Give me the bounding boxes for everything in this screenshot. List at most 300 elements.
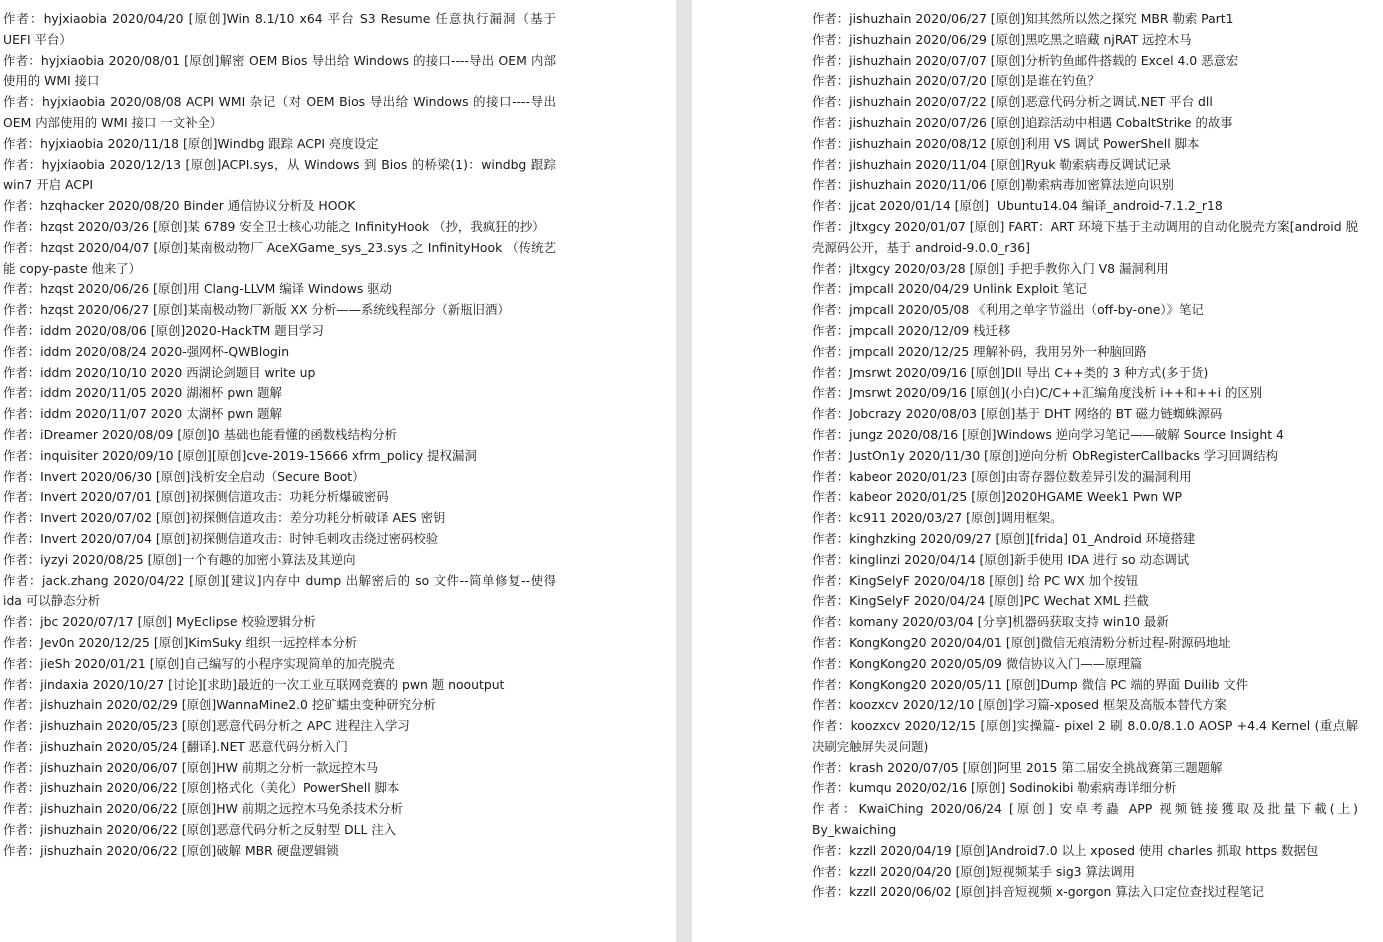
- author-name: KongKong20: [849, 655, 927, 671]
- author-prefix: 作者：: [3, 551, 41, 567]
- list-item: [3, 342, 556, 363]
- list-item: [812, 383, 1358, 404]
- entry-title: [原创]HW 前期之分析一款远控木马: [181, 759, 379, 775]
- author-prefix: 作者：: [3, 572, 42, 588]
- entry-title: [原创]黑吃黑之暗藏 njRAT 远控木马: [990, 31, 1192, 47]
- author-name: KwaiChing: [858, 801, 924, 817]
- entry-title: [原创]某 6789 安全卫士核心功能之 InfinityHook （抄，我疯狂的抄）: [153, 218, 545, 234]
- entry-title: [原创]自己编写的小程序实现简单的加壳脱壳: [149, 655, 395, 671]
- author-name: jishuzhain: [40, 822, 103, 838]
- list-item: [812, 841, 1358, 862]
- author-prefix: 作者：: [3, 281, 41, 297]
- author-prefix: 作者：: [3, 614, 41, 630]
- author-name: Jobcrazy: [849, 406, 902, 422]
- author-name: jishuzhain: [849, 135, 912, 151]
- entry-date: 2020/11/06: [915, 177, 987, 193]
- author-prefix: 作者：: [3, 135, 41, 151]
- entry-title: [原创]是谁在钓鱼？: [990, 73, 1100, 89]
- entry-title: 2020-强网杯-QWBlogin: [150, 343, 290, 359]
- author-name: jmpcall: [849, 322, 894, 338]
- author-name: jishuzhain: [40, 697, 103, 713]
- author-prefix: 作者：: [3, 94, 43, 110]
- list-item: [3, 778, 556, 799]
- author-prefix: 作者：: [3, 718, 41, 734]
- author-prefix: 作者：: [812, 489, 850, 505]
- entry-title: [原创]PC Wechat XML 拦截: [989, 593, 1149, 609]
- list-item: [3, 196, 556, 217]
- list-item: [3, 446, 556, 467]
- entry-date: 2020/07/04: [80, 530, 152, 546]
- author-prefix: 作者：: [812, 281, 850, 297]
- list-item: [3, 633, 556, 654]
- entry-title: [原创]初探侧信道攻击：功耗分析爆破密码: [155, 489, 389, 505]
- author-name: jishuzhain: [849, 52, 912, 68]
- author-name: Invert: [40, 530, 77, 546]
- list-item: [3, 508, 556, 529]
- entry-date: 2020/04/24: [913, 593, 986, 609]
- entry-date: 2020/01/14: [879, 198, 951, 214]
- entry-date: 2020/01/23: [895, 468, 968, 484]
- list-item: [3, 550, 556, 571]
- list-item: [3, 612, 556, 633]
- author-prefix: 作者：: [812, 510, 850, 526]
- entry-date: 2020/09/16: [895, 385, 967, 401]
- author-name: kinghzking: [849, 530, 917, 546]
- author-prefix: 作者：: [812, 406, 850, 422]
- author-name: Jmsrwt: [849, 364, 892, 380]
- author-name: jishuzhain: [40, 780, 103, 796]
- entry-date: 2020/12/13: [109, 156, 181, 172]
- entry-title: [原创]Android7.0 以上 xposed 使用 charles 抓取 https 数据包: [955, 842, 1319, 858]
- list-item: [812, 758, 1358, 779]
- author-prefix: 作者：: [812, 11, 850, 26]
- entry-title: 栈迁移: [973, 322, 1011, 338]
- author-name: hzqst: [40, 281, 74, 297]
- author-prefix: 作者：: [812, 447, 850, 463]
- author-prefix: 作者：: [3, 447, 41, 463]
- entry-title: [原创] MyEclipse 校验逻辑分析: [137, 614, 316, 630]
- author-prefix: 作者：: [3, 822, 41, 838]
- author-prefix: 作者：: [812, 302, 850, 318]
- entry-date: 2020/11/04: [915, 156, 987, 172]
- author-name: inquisiter: [40, 447, 99, 463]
- author-name: kc911: [849, 510, 887, 526]
- entry-date: 2020/04/29: [897, 281, 970, 297]
- author-prefix: 作者：: [3, 198, 41, 214]
- entry-title: [原创]短视频某手 sig3 算法调用: [955, 863, 1136, 879]
- entry-title: [原创]分析钓鱼邮件搭载的 Excel 4.0 恶意宏: [990, 52, 1239, 68]
- entry-date: 2020/08/06: [75, 322, 147, 338]
- entry-title: [原创] Ubuntu14.04 编译_android-7.1.2_r18: [954, 198, 1223, 214]
- entry-title: [原创]恶意代码分析之调试.NET 平台 dll: [990, 94, 1213, 110]
- author-name: jieSh: [40, 655, 71, 671]
- author-name: jishuzhain: [849, 11, 912, 26]
- entry-title: [原创]利用 VS 调试 PowerShell 脚本: [990, 135, 1200, 151]
- entry-date: 2020/12/09: [897, 322, 970, 338]
- document-page-right: [692, 0, 1383, 942]
- author-prefix: 作者：: [3, 343, 41, 359]
- entry-date: 2020/01/21: [74, 655, 146, 671]
- entry-date: 2020/04/14: [904, 551, 976, 567]
- entry-date: 2020/03/27: [890, 510, 963, 526]
- entry-title: 理解补码，我用另外一种脑回路: [973, 343, 1147, 359]
- list-item: [3, 383, 556, 404]
- author-prefix: 作者：: [3, 634, 41, 650]
- author-prefix: 作者：: [3, 801, 41, 817]
- entry-date: 2020/07/01: [80, 489, 152, 505]
- author-name: iddm: [40, 322, 72, 338]
- list-item: [3, 279, 556, 300]
- entry-date: 2020/08/25: [72, 551, 144, 567]
- entry-date: 2020/06/22: [106, 822, 178, 838]
- entry-title: [原创] 手把手教你入门 V8 漏洞利用: [969, 260, 1169, 276]
- list-item: [812, 342, 1358, 363]
- entry-title: [原创]用 Clang-LLVM 编译 Windows 驱动: [153, 281, 393, 297]
- list-item: [3, 363, 556, 384]
- list-item: [3, 737, 556, 758]
- author-name: hzqhacker: [40, 198, 105, 214]
- list-item: [3, 675, 556, 696]
- list-item: [3, 758, 556, 779]
- list-item: [3, 238, 556, 280]
- list-item: [812, 654, 1358, 675]
- entry-title: [原创]调用框架。: [966, 510, 1063, 526]
- entry-title: 微信协议入门——原理篇: [1005, 655, 1143, 671]
- list-item: [3, 404, 556, 425]
- author-name: iddm: [40, 364, 72, 380]
- entry-title: [原创]浅析安全启动（Secure Boot）: [155, 468, 365, 484]
- entry-title: [原创] 安卓考蟲 APP 视频链接獲取及批量下載(上) By_kwaiching: [812, 801, 1362, 838]
- list-item: [812, 363, 1358, 384]
- entry-title: Unlink Exploit 笔记: [973, 281, 1088, 297]
- entry-title: [原创][原创]cve-2019-15666 xfrm_policy 提权漏洞: [177, 447, 477, 463]
- entry-date: 2020/11/18: [107, 135, 180, 151]
- author-prefix: 作者：: [812, 260, 850, 276]
- list-item: [812, 612, 1358, 633]
- author-prefix: 作者：: [812, 551, 850, 567]
- author-prefix: 作者：: [812, 385, 850, 401]
- entry-date: 2020/11/07: [75, 406, 147, 422]
- list-item: [3, 654, 556, 675]
- author-name: jishuzhain: [40, 801, 103, 817]
- entry-title: [原创]新手使用 IDA 进行 so 动态调试: [979, 551, 1190, 567]
- entry-date: 2020/07/02: [80, 510, 152, 526]
- list-item: [812, 9, 1358, 30]
- list-item: [3, 841, 556, 862]
- entry-title: [原创]某南极动物厂 AceXGame_sys_23.sys 之 InfinityHook （传统艺能 copy-paste 他来了）: [3, 239, 556, 276]
- author-name: jishuzhain: [849, 177, 912, 193]
- entry-title: [原创]实操篇- pixel 2 刷 8.0.0/8.1.0 AOSP +4.4 Kernel (重点解决刷完触屏失灵问题): [812, 718, 1358, 754]
- list-item: [812, 404, 1358, 425]
- list-item: [3, 92, 560, 134]
- author-name: koozxcv: [850, 718, 901, 734]
- author-prefix: 作者：: [3, 530, 41, 546]
- author-prefix: 作者：: [812, 842, 850, 858]
- entry-title: [原创]Windbg 跟踪 ACPI 亮度设定: [182, 135, 379, 151]
- entry-title: [原创]逆向分析 ObRegisterCallbacks 学习回调结构: [984, 447, 1279, 463]
- list-item: [3, 217, 556, 238]
- author-name: iddm: [40, 406, 72, 422]
- author-name: kabeor: [849, 468, 892, 484]
- list-item: [812, 92, 1358, 113]
- list-item: [3, 321, 556, 342]
- list-item: [812, 446, 1358, 467]
- author-name: Invert: [40, 489, 77, 505]
- entry-date: 2020/12/25: [78, 634, 150, 650]
- author-prefix: 作者：: [812, 52, 850, 68]
- entry-title: [原创]ACPI.sys，从 Windows 到 Bios 的桥梁(1)：windbg 跟踪 win7 开启 ACPI: [3, 156, 560, 193]
- author-prefix: 作者：: [3, 406, 41, 422]
- entry-date: 2020/03/04: [902, 614, 974, 630]
- entry-date: 2020/09/27: [920, 530, 992, 546]
- entry-date: 2020/06/02: [880, 884, 952, 900]
- entry-date: 2020/08/09: [101, 426, 174, 442]
- entry-date: 2020/04/01: [930, 634, 1002, 650]
- entry-date: 2020/05/23: [106, 718, 178, 734]
- author-prefix: 作者：: [3, 489, 41, 505]
- list-item: [812, 300, 1358, 321]
- entry-title: [原创]Ryuk 勒索病毒反调试记录: [990, 156, 1171, 172]
- entry-title: [原创]学习篇-xposed 框架及高版本替代方案: [978, 697, 1227, 713]
- author-prefix: 作者：: [812, 156, 850, 172]
- entry-title: [原创]恶意代码分析之反射型 DLL 注入: [181, 822, 397, 838]
- list-item: [812, 571, 1358, 592]
- author-name: hzqst: [40, 302, 74, 318]
- entry-date: 2020/06/22: [106, 801, 178, 817]
- list-item: [3, 820, 556, 841]
- author-name: jmpcall: [849, 343, 894, 359]
- entry-title: [原创]格式化（美化）PowerShell 脚本: [181, 780, 400, 796]
- author-name: jishuzhain: [849, 114, 912, 130]
- entry-title: [翻译].NET 恶意代码分析入门: [181, 738, 348, 754]
- author-prefix: 作者：: [812, 718, 851, 734]
- list-item: [3, 571, 560, 613]
- author-prefix: 作者：: [812, 697, 850, 713]
- author-prefix: 作者：: [812, 343, 850, 359]
- entry-date: 2020/08/08: [110, 94, 182, 110]
- author-prefix: 作者：: [812, 73, 850, 89]
- entry-title: [原创]由寄存器位数差异引发的漏洞利用: [971, 468, 1192, 484]
- author-name: Invert: [40, 468, 77, 484]
- author-prefix: 作者：: [812, 634, 850, 650]
- entry-title: 2020 太湖杯 pwn 题解: [150, 406, 282, 422]
- entry-date: 2020/06/27: [915, 11, 987, 26]
- page-gutter: [676, 0, 692, 942]
- list-item: [812, 467, 1358, 488]
- list-item: [3, 467, 556, 488]
- author-prefix: 作者：: [812, 759, 850, 775]
- entry-title: [原创][建议]内存中 dump 出解密后的 so 文件--简单修复--使得 ida 可以静态分析: [3, 572, 560, 609]
- entry-date: 2020/02/16: [895, 780, 967, 796]
- author-prefix: 作者：: [812, 676, 850, 692]
- author-prefix: 作者：: [3, 738, 41, 754]
- author-name: jungz: [849, 426, 883, 442]
- entry-date: 2020/07/17: [62, 614, 134, 630]
- entry-title: [原创]2020-HackTM 题目学习: [150, 322, 324, 338]
- author-name: jishuzhain: [849, 94, 912, 110]
- entry-date: 2020/04/18: [913, 572, 986, 588]
- author-prefix: 作者：: [812, 198, 850, 214]
- entry-title: [原创]Windows 逆向学习笔记——破解 Source Insight 4: [962, 426, 1284, 442]
- author-prefix: 作者：: [3, 364, 41, 380]
- list-item: [812, 778, 1358, 799]
- author-name: jishuzhain: [40, 842, 103, 858]
- author-name: kzzll: [849, 863, 877, 879]
- author-prefix: 作者：: [812, 530, 850, 546]
- entry-title: Binder 通信协议分析及 HOOK: [183, 198, 356, 214]
- entry-date: 2020/08/12: [915, 135, 987, 151]
- list-item: [812, 155, 1358, 176]
- entry-title: [原创]HW 前期之远控木马免杀技术分析: [181, 801, 403, 817]
- author-prefix: 作者：: [3, 759, 41, 775]
- author-name: KongKong20: [849, 676, 927, 692]
- entry-date: 2020/04/07: [77, 239, 150, 255]
- entry-title: [讨论][求助]最近的一次工业互联网竞赛的 pwn 题 nooutput: [168, 676, 505, 692]
- list-item: [812, 175, 1358, 196]
- author-name: kinglinzi: [849, 551, 901, 567]
- entry-date: 2020/09/16: [895, 364, 967, 380]
- entry-title: [原创](小白)C/C++汇编角度浅析 i++和++i 的区别: [970, 385, 1263, 401]
- list-item: [812, 508, 1358, 529]
- list-item: [812, 487, 1358, 508]
- entry-date: 2020/07/20: [915, 73, 987, 89]
- author-name: kzzll: [849, 884, 877, 900]
- entry-date: 2020/05/11: [930, 676, 1002, 692]
- author-name: jltxgcy: [849, 218, 891, 234]
- list-item: [3, 716, 556, 737]
- author-prefix: 作者：: [3, 322, 41, 338]
- author-prefix: 作者：: [3, 780, 41, 796]
- entry-title: [原创]勒索病毒加密算法逆向识别: [990, 177, 1174, 193]
- list-item: [812, 550, 1358, 571]
- list-item: [3, 9, 560, 51]
- list-item: [3, 695, 556, 716]
- author-prefix: 作者：: [3, 697, 41, 713]
- entry-date: 2020/10/27: [92, 676, 165, 692]
- author-prefix: 作者：: [812, 884, 850, 900]
- entry-date: 2020/12/15: [904, 718, 977, 734]
- author-name: kabeor: [849, 489, 892, 505]
- list-item: [3, 529, 556, 550]
- author-name: Invert: [40, 510, 77, 526]
- entry-title: [原创]2020HGAME Week1 Pwn WP: [971, 489, 1182, 505]
- entry-title: [分享]机器码获取支持 win10 最新: [977, 614, 1169, 630]
- entry-title: [原创] Sodinokibi 勒索病毒详细分析: [970, 780, 1177, 796]
- author-prefix: 作者：: [812, 801, 859, 817]
- author-name: jack.zhang: [41, 572, 109, 588]
- entry-date: 2020/06/29: [915, 31, 987, 47]
- entry-title: [原创]解密 OEM Bios 导出给 Windows 的接口----导出 OEM 内部使用的 WMI 接口: [3, 52, 557, 89]
- author-name: kzzll: [849, 842, 877, 858]
- author-prefix: 作者：: [3, 676, 41, 692]
- author-prefix: 作者：: [812, 655, 850, 671]
- entry-title: [原创]抖音短视频 x-gorgon 算法入口定位查找过程笔记: [955, 884, 1264, 900]
- author-name: hzqst: [40, 239, 74, 255]
- author-name: jishuzhain: [849, 156, 912, 172]
- list-item: [812, 321, 1358, 342]
- author-name: iddm: [40, 385, 72, 401]
- entry-date: 2020/06/30: [80, 468, 152, 484]
- author-prefix: 作者：: [3, 468, 41, 484]
- entry-title: [原创]某南极动物厂新版 XX 分析——系统线程部分（新瓶旧酒）: [153, 302, 510, 318]
- author-prefix: 作者：: [812, 614, 850, 630]
- author-prefix: 作者：: [812, 218, 850, 234]
- author-prefix: 作者：: [812, 426, 850, 442]
- author-prefix: 作者：: [812, 468, 850, 484]
- entry-date: 2020/04/22: [113, 572, 185, 588]
- entry-date: 2020/04/20: [112, 11, 184, 26]
- author-prefix: 作者：: [3, 52, 41, 68]
- entry-date: 2020/04/20: [880, 863, 952, 879]
- entry-date: 2020/08/20: [108, 198, 180, 214]
- list-item: [3, 425, 556, 446]
- entry-date: 2020/01/07: [894, 218, 966, 234]
- entry-title: [原创]追踪活动中相遇 CobaltStrike 的故事: [990, 114, 1233, 130]
- author-name: JustOn1y: [849, 447, 905, 463]
- list-item: [3, 487, 556, 508]
- author-name: hyjxiaobia: [43, 11, 108, 26]
- author-prefix: 作者：: [3, 385, 41, 401]
- entry-date: 2020/06/07: [106, 759, 178, 775]
- list-item: [812, 633, 1358, 654]
- list-item: [812, 799, 1362, 841]
- author-name: Jev0n: [40, 634, 75, 650]
- author-prefix: 作者：: [3, 842, 41, 858]
- author-prefix: 作者：: [812, 177, 850, 193]
- author-name: jmpcall: [849, 302, 894, 318]
- author-name: Jmsrwt: [849, 385, 892, 401]
- author-name: krash: [849, 759, 884, 775]
- entry-title: [原创] 给 PC WX 加个按钮: [989, 572, 1139, 588]
- list-item: [812, 134, 1358, 155]
- author-prefix: 作者：: [3, 302, 41, 318]
- entry-title: [原创]初探侧信道攻击：差分功耗分析破译 AES 密钥: [155, 510, 446, 526]
- entry-date: 2020/06/26: [77, 281, 150, 297]
- author-prefix: 作者：: [812, 863, 850, 879]
- author-prefix: 作者：: [812, 322, 850, 338]
- entry-date: 2020/06/27: [77, 302, 150, 318]
- entry-date: 2020/03/28: [894, 260, 966, 276]
- entry-date: 2020/06/22: [106, 842, 178, 858]
- entry-date: 2020/11/30: [908, 447, 981, 463]
- author-name: hzqst: [40, 218, 74, 234]
- list-item: [812, 71, 1358, 92]
- author-prefix: 作者：: [3, 239, 41, 255]
- entry-title: ACPI WMI 杂记（对 OEM Bios 导出给 Windows 的接口----导出 OEM 内部使用的 WMI 接口 一文补全）: [3, 94, 560, 130]
- entry-date: 2020/08/03: [905, 406, 977, 422]
- author-prefix: 作者：: [3, 510, 41, 526]
- author-prefix: 作者：: [3, 218, 41, 234]
- entry-date: 2020/08/16: [886, 426, 959, 442]
- list-item: [812, 30, 1358, 51]
- author-prefix: 作者：: [812, 780, 850, 796]
- list-item: [812, 279, 1358, 300]
- entry-title: [原创]一个有趣的加密小算法及其逆向: [147, 551, 356, 567]
- entry-title: 2020 西湖论剑题目 write up: [150, 364, 316, 380]
- document-page-left: [0, 0, 676, 942]
- entry-date: 2020/04/19: [880, 842, 952, 858]
- author-prefix: 作者：: [812, 364, 850, 380]
- entry-date: 2020/09/10: [102, 447, 174, 463]
- entry-date: 2020/12/10: [902, 697, 975, 713]
- entry-date: 2020/08/01: [108, 52, 180, 68]
- entry-title: [原创][frida] 01_Android 环境搭建: [995, 530, 1196, 546]
- author-name: iyzyi: [40, 551, 69, 567]
- entry-date: 2020/05/08: [897, 302, 970, 318]
- entry-date: 2020/11/05: [75, 385, 147, 401]
- list-item: [3, 155, 560, 197]
- author-name: jishuzhain: [40, 718, 103, 734]
